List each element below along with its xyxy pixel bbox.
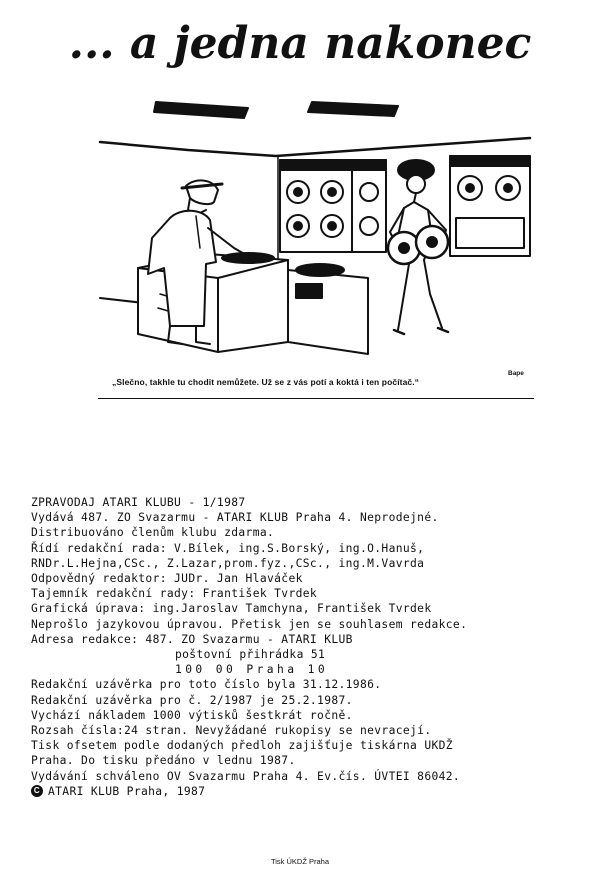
tape-cabinet-second [352, 160, 386, 252]
page-title-text: ... a jedna nakonec [68, 18, 532, 69]
ceiling-light-right [308, 102, 398, 116]
woman-figure [388, 160, 448, 334]
impressum-line: Tajemník redakční rady: František Tvrdek [31, 587, 318, 601]
impressum-line: Vychází nákladem 1000 výtisků šestkrát ročně. [31, 708, 353, 722]
tape-cabinet-right [450, 156, 530, 256]
cartoon-illustration [98, 98, 534, 400]
impressum-line: ZPRAVODAJ ATARI KLUBU - 1/1987 [31, 496, 246, 509]
ceiling-light-left [154, 102, 248, 118]
copyright-text: ATARI KLUB Praha, 1987 [48, 784, 206, 798]
impressum-line: Odpovědný redaktor: JUDr. Jan Hlaváček [31, 572, 303, 586]
page-title [0, 10, 600, 72]
copyright-line [31, 784, 591, 799]
impressum-line: Neprošlo jazykovou úpravou. Přetisk jen se souhlasem redakce. [31, 617, 468, 631]
impressum-line: Adresa redakce: 487. ZO Svazarmu - ATARI KLUB [31, 632, 353, 646]
impressum-line: Vydávání schváleno OV Svazarmu Praha 4. Ev.čís. ÚVTEI 86042. [31, 769, 461, 783]
cartoon-caption: „Slečno, takhle tu chodit nemůžete. Už se z vás potí a koktá i ten počítač.“ [112, 377, 420, 387]
cartoon-divider [98, 398, 534, 399]
impressum-line: Vydává 487. ZO Svazarmu - ATARI KLUB Praha 4. Neprodejné. [31, 511, 439, 525]
impressum-line: Rozsah čísla:24 stran. Nevyžádané rukopisy se nevracejí. [31, 724, 432, 738]
wall-line [100, 138, 530, 156]
impressum-block [31, 495, 591, 799]
impressum-line: Redakční uzávěrka pro toto číslo byla 31.12.1986. [31, 678, 382, 692]
impressum-line: Redakční uzávěrka pro č. 2/1987 je 25.2.1987. [31, 693, 353, 707]
impressum-line: Distribuováno členům klubu zdarma. [31, 526, 275, 540]
printer-footer: Tisk ÚKDŽ Praha [270, 857, 330, 866]
impressum-line: Grafická úprava: ing.Jaroslav Tamchyna, František Tvrdek [31, 602, 432, 616]
impressum-line: Řídí redakční rada: V.Bílek, ing.S.Borský, ing.O.Hanuš, [31, 541, 425, 555]
impressum-line: poštovní přihrádka 51 [175, 648, 326, 662]
impressum-line: 100 00 Praha 10 [175, 663, 329, 677]
tape-cabinet-center [280, 160, 352, 252]
cartoon-signature: Bape [508, 370, 524, 377]
copyright-icon: C [31, 785, 43, 797]
impressum-line: Tisk ofsetem podle dodaných předloh zajišťuje tiskárna UKDŽ [31, 739, 453, 753]
impressum-line: Praha. Do tisku předáno v lednu 1987. [31, 754, 296, 768]
impressum-line: RNDr.L.Hejna,CSc., Z.Lazar,prom.fyz.,CSc., ing.M.Vavrda [31, 556, 425, 570]
